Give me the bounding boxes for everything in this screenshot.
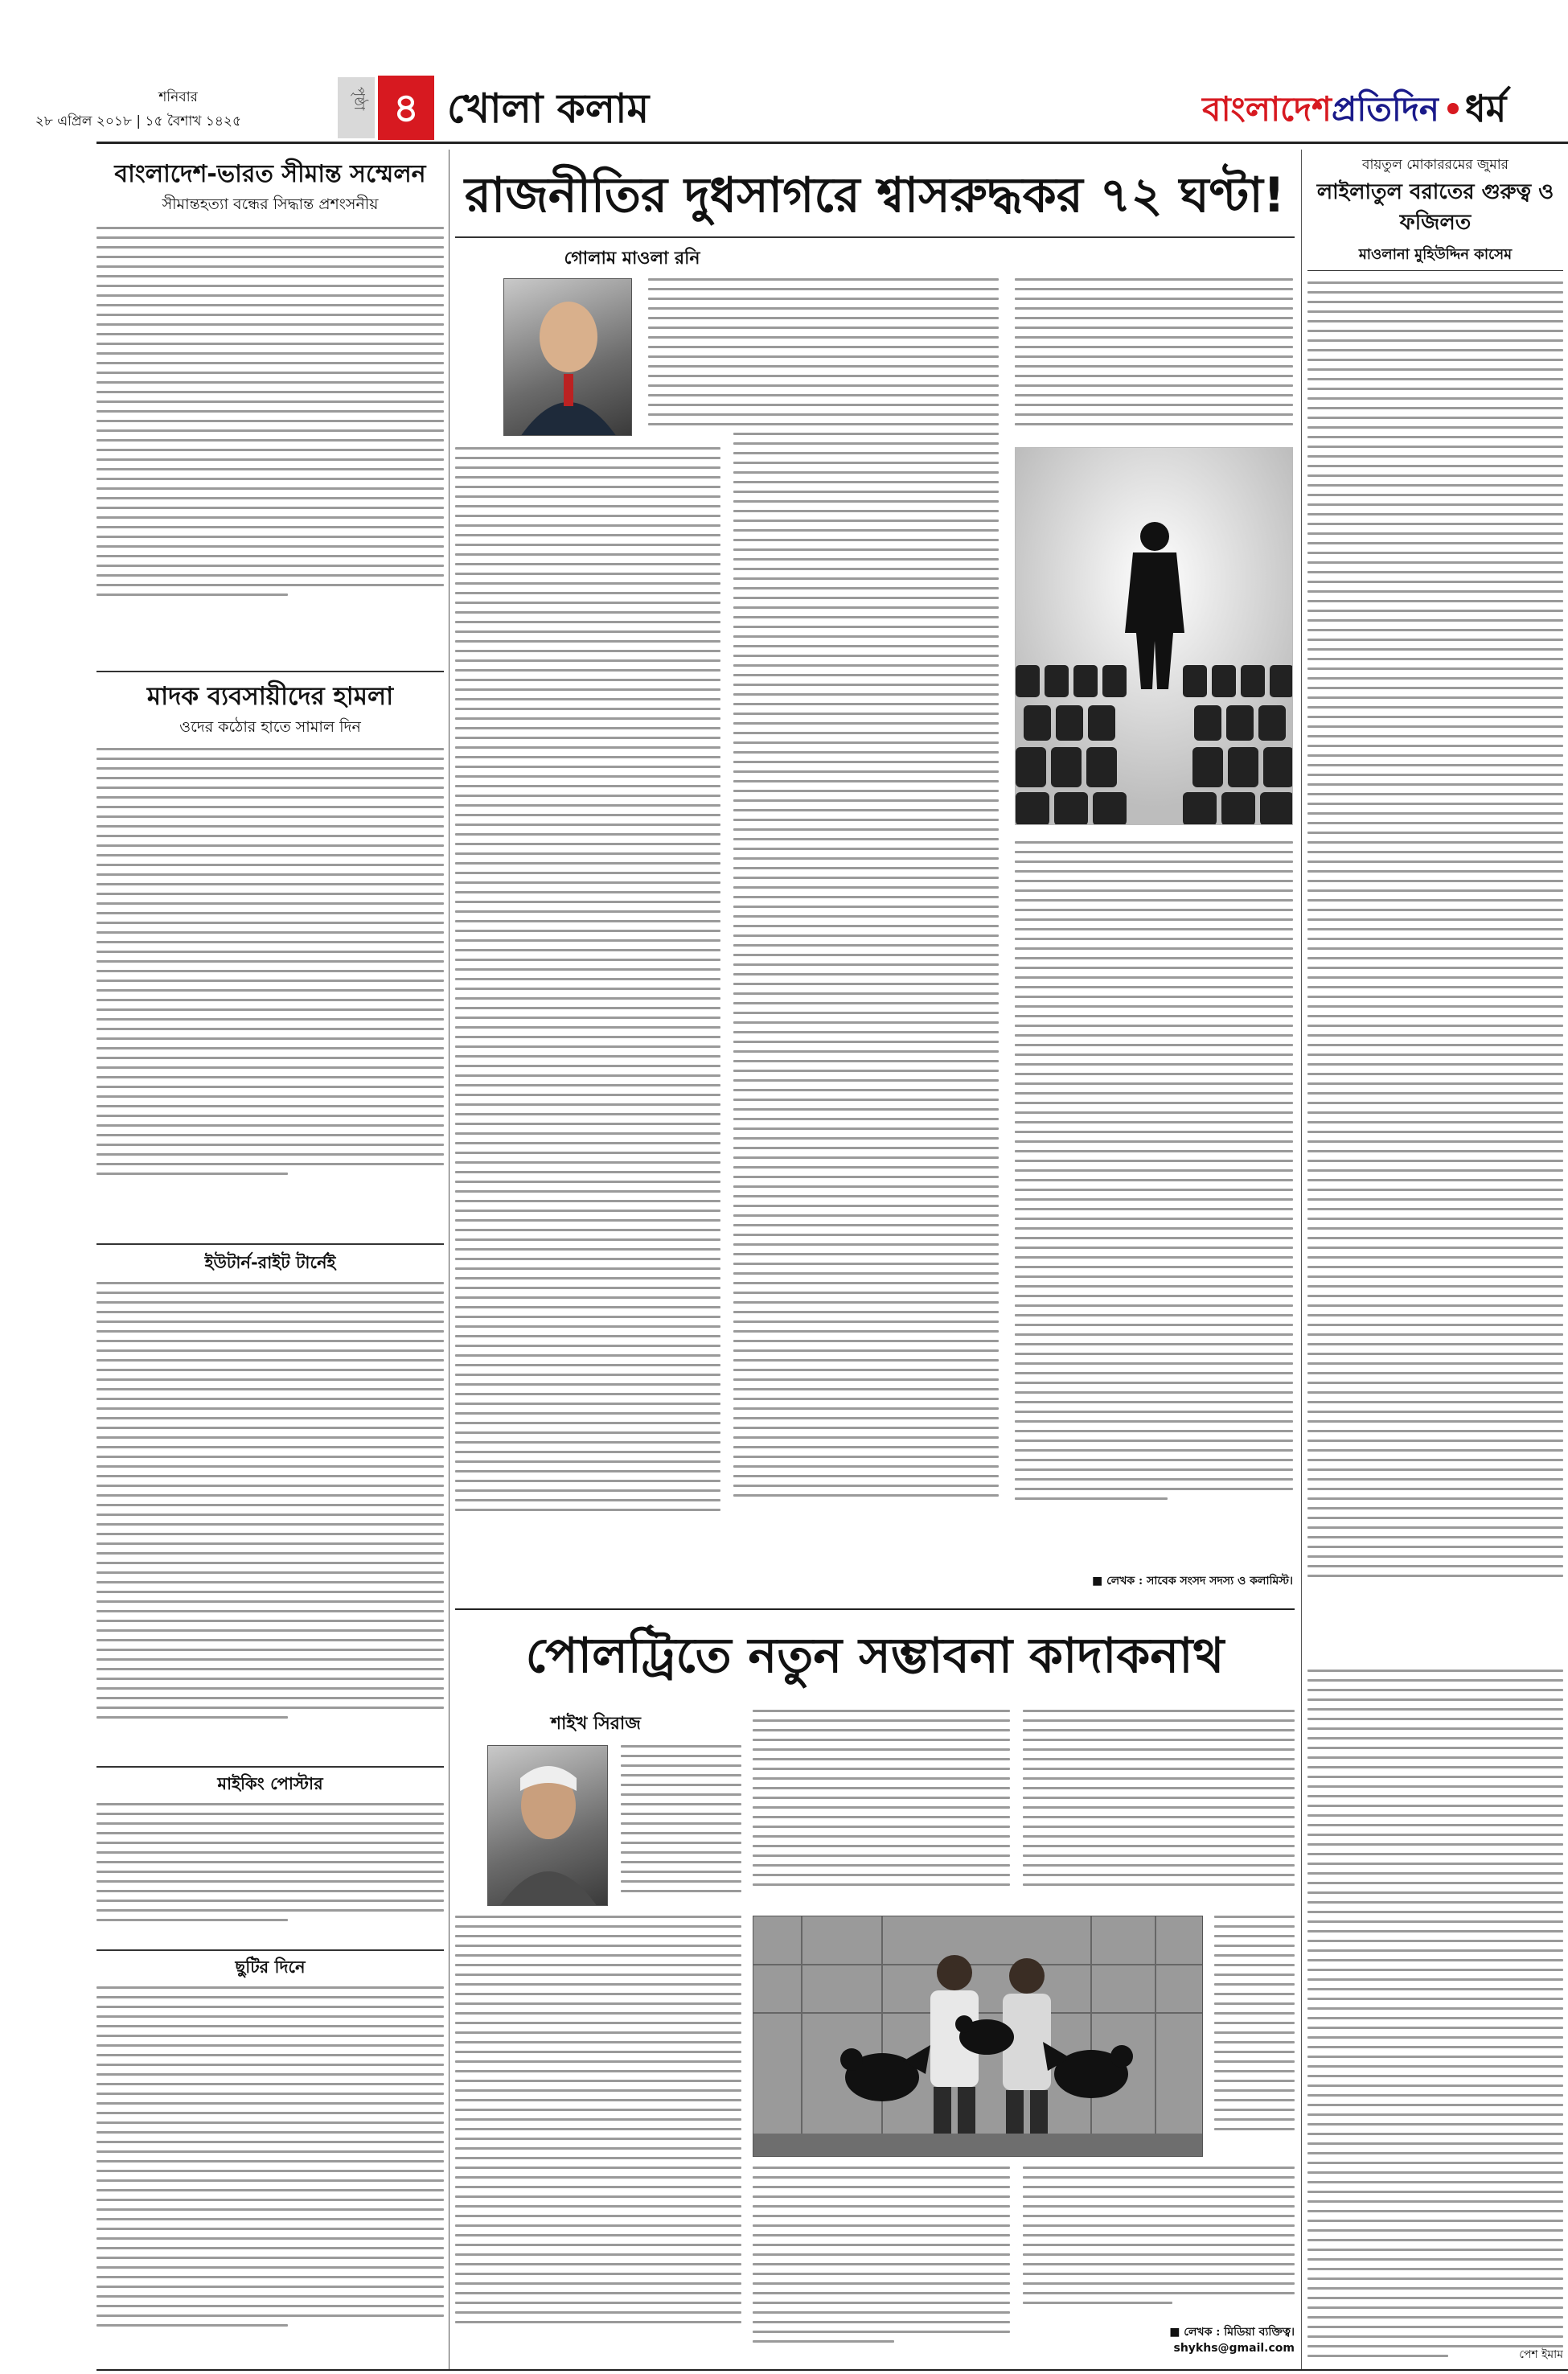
right-column-separator [1301,150,1302,2369]
farmers-with-chickens-icon [753,1916,1203,2157]
left-divider-4 [96,1949,444,1951]
masthead [0,0,1568,142]
left-fourth-title: মাইকিং পোস্টার [217,1774,323,1793]
main-col-2 [733,278,999,1589]
second-email[interactable]: shykhs@gmail.com [1173,2342,1295,2355]
left-main-title: বাংলাদেশ-ভারত সীমান্ত সম্মেলন [114,160,426,188]
main-illustration [1015,447,1293,825]
right-kicker: বায়তুল মোকাররমের জুমার [1362,157,1508,173]
left-fourth-body [96,1803,444,1945]
main-author: গোলাম মাওলা রনি [564,248,700,269]
section-title: খোলা কলাম [447,85,650,132]
page-number-box [378,76,434,140]
paper-logo [1102,84,1439,135]
left-third-title: ইউটার্ন-রাইট টার্নেই [204,1253,336,1272]
main-article [455,150,1295,1605]
left-main-body [96,227,444,666]
left-column [96,150,444,2369]
author-portrait-icon [488,1746,608,1906]
second-article [455,1612,1295,2368]
page-bottom-rule [96,2369,1568,2371]
second-headline: পোলট্রিতে নতুন সম্ভাবনা কাদাকনাথ [525,1628,1225,1684]
main-col-1 [455,447,720,1589]
main-bottom-rule [455,1608,1295,1610]
page-label-box [338,77,375,138]
auditorium-silhouette-icon [1016,448,1293,825]
main-author-photo [503,278,632,436]
left-second-subtitle: ওদের কঠোর হাতে সামাল দিন [179,718,361,736]
paper-logo-part1: বাংলাদেশ [1202,89,1332,129]
second-col-1 [455,1916,741,2366]
right-body-1 [1307,281,1563,1665]
left-second-title: মাদক ব্যবসায়ীদের হামলা [146,682,394,711]
second-author: শাইখ সিরাজ [551,1713,641,1734]
left-third-body [96,1282,444,1761]
second-col-3-right [1214,1916,1295,2157]
left-divider-1 [96,671,444,672]
second-col-1-top [621,1745,741,1906]
second-col-2 [753,1710,1010,1906]
right-body-2 [1307,1670,1563,2361]
right-title-rule [1307,270,1563,271]
second-col-3-bottom [1023,2167,1295,2319]
left-divider-3 [96,1766,444,1768]
left-fifth-body [96,1986,444,2364]
second-author-photo [487,1745,608,1906]
main-col-3 [1015,278,1293,439]
page-label: পৃষ্ঠা [351,87,367,111]
paper-section-dot [1447,103,1459,114]
left-second-body [96,748,444,1222]
right-sub-note: পেশ ইমাম [1519,2348,1563,2361]
main-headline-rule [455,236,1295,238]
second-col-3 [1023,1710,1295,1906]
paper-section: ধর্ম [1465,87,1507,130]
masthead-rule [96,142,1568,144]
paper-logo-part2: প্রতিদিন [1331,89,1439,129]
masthead-date: ২৮ এপ্রিল ২০১৮ | ১৫ বৈশাখ ১৪২৫ [35,113,241,129]
left-main-subtitle: সীমান্তহত্যা বন্ধের সিদ্ধান্ত প্রশংসনীয় [162,195,379,213]
right-author: মাওলানা মুহিউদ্দিন কাসেম [1358,246,1513,263]
masthead-day: শনিবার [158,89,198,105]
page-number: ৪ [392,84,420,131]
second-footer: ■ লেখক : মিডিয়া ব্যক্তিত্ব। [1169,2326,1295,2339]
main-footer: ■ লেখক : সাবেক সংসদ সদস্য ও কলামিস্ট। [1091,1575,1293,1587]
left-fifth-title: ছুটির দিনে [235,1957,306,1977]
main-col-4 [1015,841,1293,1565]
kadaknath-photo [753,1916,1203,2157]
second-col-2-bottom [753,2167,1010,2363]
left-divider-2 [96,1243,444,1245]
main-headline: রাজনীতির দুধসাগরে শ্বাসরুদ্ধকর ৭২ ঘণ্টা! [464,167,1286,224]
author-portrait-icon [504,279,632,436]
right-column [1307,150,1563,2369]
right-title: লাইলাতুল বরাতের গুরুত্ব ও ফজিলত [1316,180,1554,235]
